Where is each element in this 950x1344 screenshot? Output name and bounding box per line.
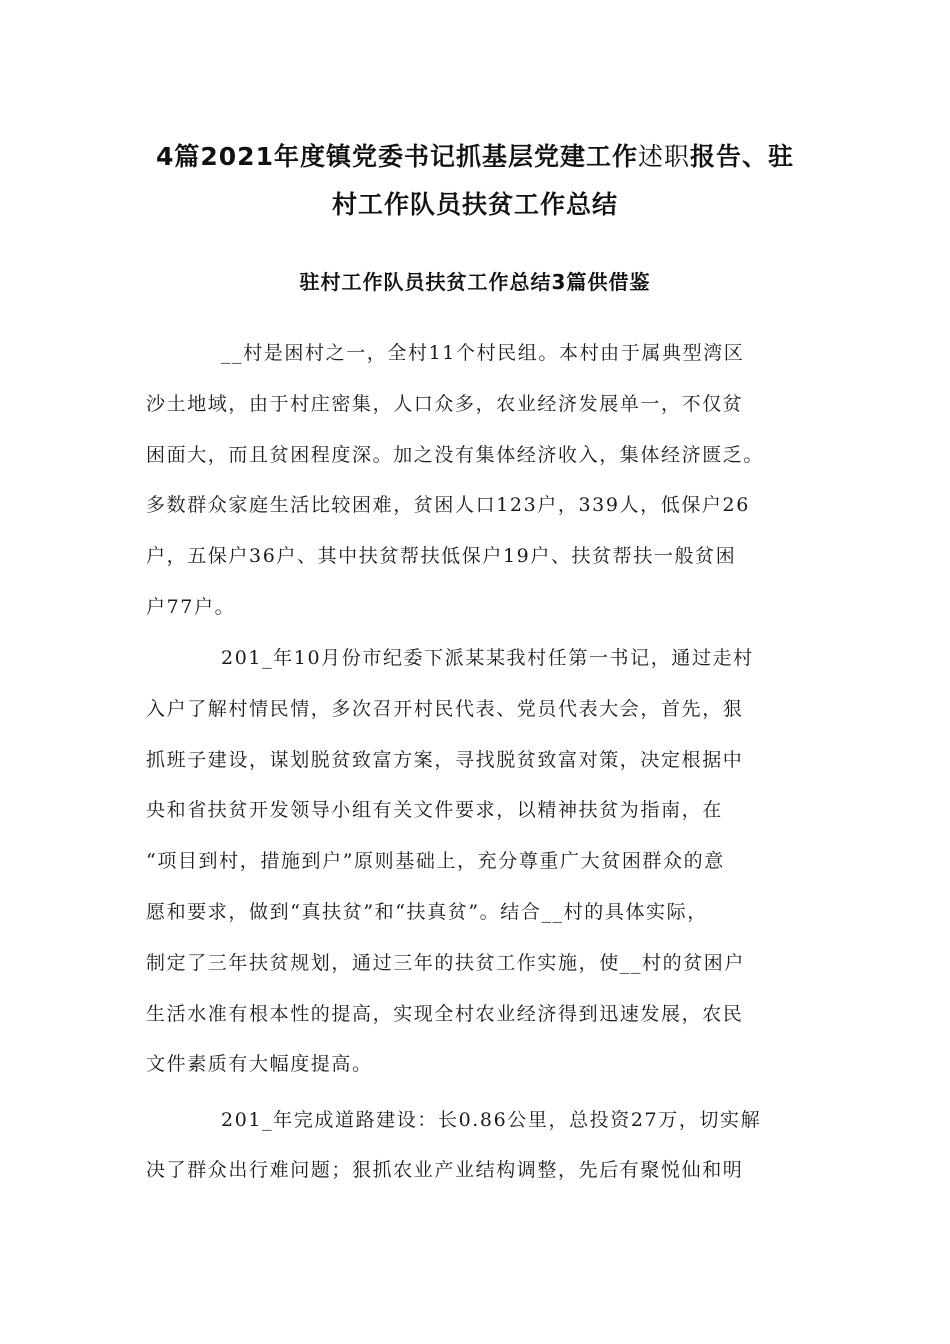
- paragraph-line: 201_年完成道路建设：长0.86公里，总投资27万，切实解: [221, 1109, 762, 1131]
- paragraph-line: 困面大，而且贫困程度深。加之没有集体经济收入，集体经济匮乏。: [146, 444, 765, 466]
- paragraph-line: 文件素质有大幅度提高。: [146, 1053, 373, 1075]
- paragraph-line: 户77户。: [146, 596, 236, 618]
- paragraph-line: 生活水准有根本性的提高，实现全村农业经济得到迅速发展，农民: [146, 1003, 744, 1025]
- paragraph-line: 多数群众家庭生活比较困难，贫困人口123户，339人，低保户26: [146, 494, 750, 516]
- paragraph-line: 入户了解村情民情，多次召开村民代表、党员代表大会，首先，狠: [146, 698, 744, 720]
- document-title-line-2: 村工作队员扶贫工作总结: [331, 190, 618, 219]
- document-title-line-1: [130, 137, 820, 173]
- paragraph-line: 抓班子建设，谋划脱贫致富方案，寻找脱贫致富对策，决定根据中: [146, 749, 744, 771]
- paragraph-line: 央和省扶贫开发领导小组有关文件要求，以精神扶贫为指南，在: [146, 799, 723, 821]
- paragraph-line: 决了群众出行难问题；狠抓农业产业结构调整，先后有聚悦仙和明: [146, 1159, 744, 1181]
- title-text-light: 述职: [637, 142, 690, 171]
- title-text: 4篇2021年度镇党委书记抓基层党建工作: [155, 142, 638, 171]
- paragraph-line: 201_年10月份市纪委下派某某我村任第一书记，通过走村: [221, 647, 754, 669]
- document-subtitle: 驻村工作队员扶贫工作总结3篇供借鉴: [299, 270, 651, 294]
- paragraph-line: 制定了三年扶贫规划，通过三年的扶贫工作实施，使__村的贫困户: [146, 952, 746, 974]
- paragraph-line: __村是困村之一，全村11个村民组。本村由于属典型湾区: [221, 342, 745, 364]
- paragraph-line: 户，五保户36户、其中扶贫帮扶低保户19户、扶贫帮扶一般贫困: [146, 545, 737, 567]
- paragraph-line: 沙土地域，由于村庄密集，人口众多，农业经济发展单一，不仅贫: [146, 393, 744, 415]
- paragraph-line: 愿和要求，做到“真扶贫”和“扶真贫”。结合__村的具体实际，: [146, 901, 708, 923]
- title-text: 报告、驻: [689, 142, 794, 171]
- paragraph-line: “项目到村，措施到户”原则基础上，充分尊重广大贫困群众的意: [146, 850, 725, 872]
